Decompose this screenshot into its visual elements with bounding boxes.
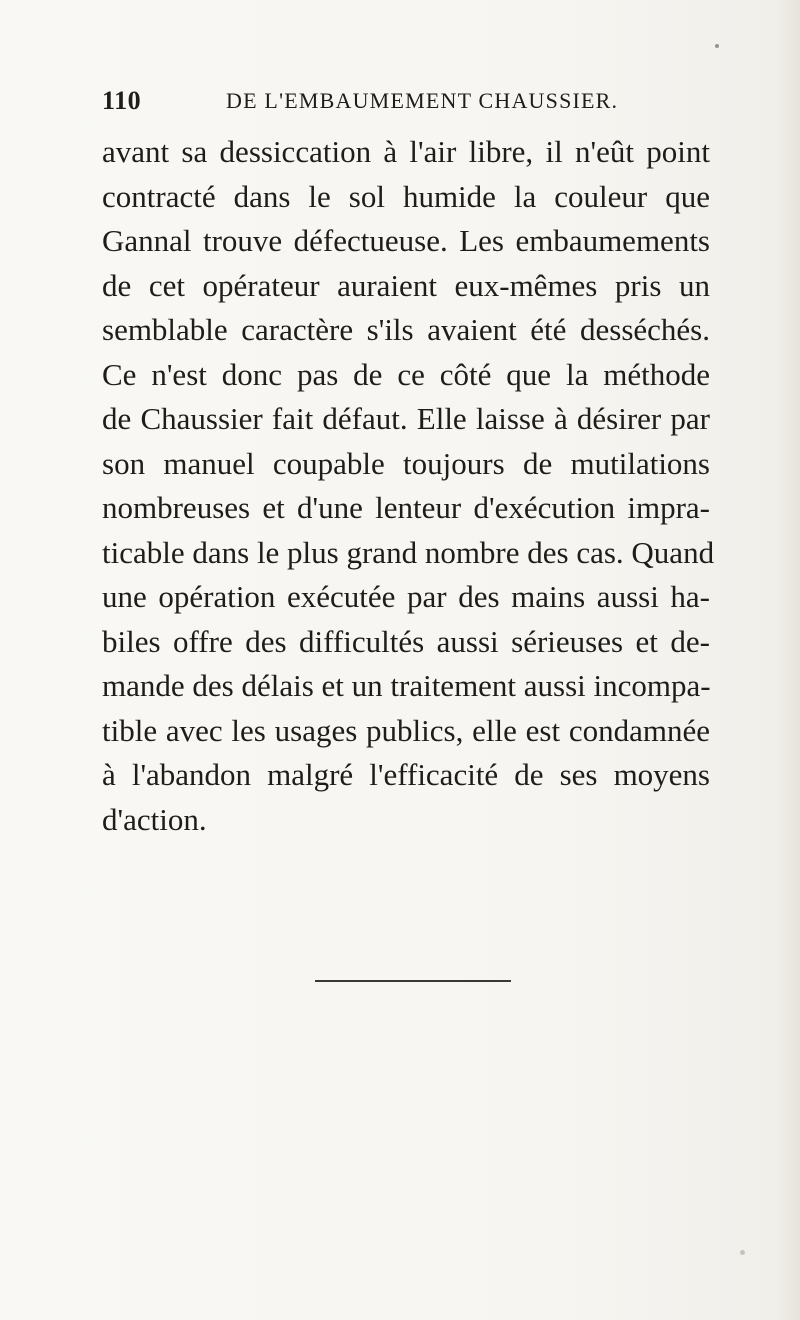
text-line: avant sa dessiccation à l'air libre, il n'eût point (102, 134, 710, 169)
running-head (102, 86, 722, 120)
text-line: ticable dans le plus grand nombre des cas. Quand (102, 534, 715, 570)
page-number: 110 (102, 86, 142, 115)
paper-speck (740, 1250, 745, 1255)
text-line: tible avec les usages publics, elle est condamnée (102, 712, 710, 748)
paper-speck (715, 44, 719, 48)
body-text (102, 130, 715, 842)
text-line: contracté dans le sol humide la couleur que (102, 178, 710, 214)
running-title: DE L'EMBAUMEMENT CHAUSSIER. (226, 88, 619, 113)
text-line: son manuel coupable toujours de mutilations (102, 445, 710, 481)
section-divider (315, 980, 511, 982)
text-line: de cet opérateur auraient eux-mêmes pris un (102, 267, 710, 303)
text-line: de Chaussier fait défaut. Elle laisse à désirer par (102, 401, 710, 436)
text-line: à l'abandon malgré l'efficacité de ses moyens (102, 757, 710, 792)
text-line: semblable caractère s'ils avaient été desséchés. (102, 312, 710, 347)
text-line: mande des délais et un traitement aussi incompa- (102, 668, 711, 703)
text-line: Ce n'est donc pas de ce côté que la méthode (102, 356, 710, 392)
text-line: nombreuses et d'une lenteur d'exécution impra- (102, 490, 710, 525)
text-line: biles offre des difficultés aussi sérieuses et de- (102, 623, 710, 659)
text-line: d'action. (102, 801, 207, 837)
text-line: Gannal trouve défectueuse. Les embaumements (102, 223, 710, 258)
text-line: une opération exécutée par des mains aussi ha- (102, 579, 710, 614)
